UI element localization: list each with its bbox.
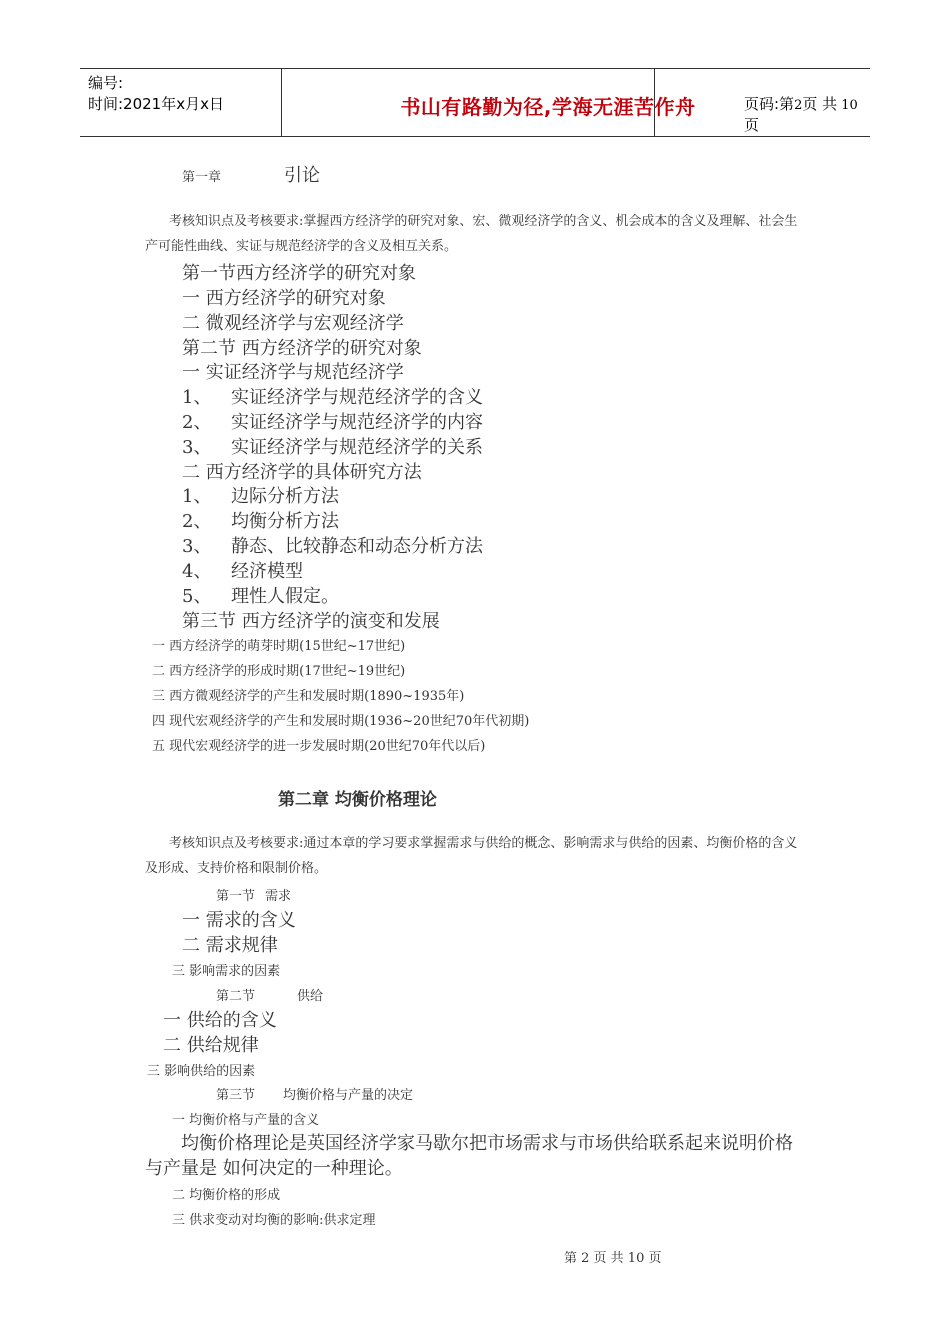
section-line: 三 供求变动对均衡的影响:供求定理 (172, 1213, 376, 1228)
section-heading: 第二节 供给 (216, 989, 324, 1004)
section-line: 二 需求规律 (182, 935, 278, 956)
chapter2-title: 第二章 均衡价格理论 (278, 790, 437, 810)
header-page-number: 页码:第2页 共 10页 (744, 95, 858, 134)
section-line: 二 西方经济学的具体研究方法 (182, 462, 422, 483)
period-line: 四 现代宏观经济学的产生和发展时期(1936~20世纪70年代初期) (152, 714, 530, 729)
period-line: 三 西方微观经济学的产生和发展时期(1890~1935年) (152, 689, 465, 704)
period-line: 五 现代宏观经济学的进一步发展时期(20世纪70年代以后) (152, 739, 486, 754)
list-item: 1、 边际分析方法 (182, 486, 339, 507)
section-line: 二 供给规律 (163, 1035, 259, 1056)
period-line: 二 西方经济学的形成时期(17世纪~19世纪) (152, 664, 406, 679)
section-line: 第三节 西方经济学的演变和发展 (182, 611, 440, 632)
section-line: 第一节西方经济学的研究对象 (182, 263, 416, 284)
list-item: 1、 实证经济学与规范经济学的含义 (182, 387, 483, 408)
header-divider (281, 69, 282, 136)
section-line: 一 实证经济学与规范经济学 (182, 362, 404, 383)
list-item: 2、 均衡分析方法 (182, 511, 339, 532)
section-line: 三 影响需求的因素 (172, 964, 281, 979)
number-label: 编号: (88, 74, 124, 92)
header-meta (88, 73, 224, 115)
section-line: 一 需求的含义 (182, 910, 296, 931)
page-footer: 第 2 页 共 10 页 (564, 1251, 662, 1266)
list-item: 3、 实证经济学与规范经济学的关系 (182, 437, 483, 458)
chapter1-requirement: 考核知识点及考核要求:掌握西方经济学的研究对象、宏、微观经济学的含义、机会成本的含义及理解、社会生产可能性曲线、实证与规范经济学的含义及相互关系。 (145, 214, 798, 254)
list-item: 3、 静态、比较静态和动态分析方法 (182, 536, 483, 557)
list-item: 4、 经济模型 (182, 561, 303, 582)
chapter1-label: 第一章 (182, 170, 222, 185)
section-line: 一 西方经济学的研究对象 (182, 288, 386, 309)
list-item: 5、 理性人假定。 (182, 586, 339, 607)
period-line: 一 西方经济学的萌芽时期(15世纪~17世纪) (152, 639, 406, 654)
section-line: 二 均衡价格的形成 (172, 1188, 281, 1203)
section-line: 第二节 西方经济学的研究对象 (182, 338, 422, 359)
chapter1-title: 引论 (284, 165, 320, 186)
section-heading: 第一节 需求 (216, 889, 292, 904)
list-item: 2、 实证经济学与规范经济学的内容 (182, 412, 483, 433)
section-line: 三 影响供给的因素 (147, 1064, 256, 1079)
section-heading: 第三节 均衡价格与产量的决定 (216, 1088, 414, 1103)
document-header (80, 68, 870, 137)
section-line: 一 均衡价格与产量的含义 (172, 1113, 320, 1128)
time-label: 时间:2021年x月x日 (88, 95, 224, 113)
chapter2-requirement: 考核知识点及考核要求:通过本章的学习要求掌握需求与供给的概念、影响需求与供给的因素、均衡价格的含义及形成、支持价格和限制价格。 (145, 836, 798, 876)
equilibrium-paragraph: 均衡价格理论是英国经济学家马歇尔把市场需求与市场供给联系起来说明价格与产量是 如何决定的一种理论。 (145, 1133, 793, 1179)
header-motto: 书山有路勤为径,学海无涯苦作舟 (400, 95, 696, 119)
section-line: 二 微观经济学与宏观经济学 (182, 313, 404, 334)
section-line: 一 供给的含义 (163, 1010, 277, 1031)
